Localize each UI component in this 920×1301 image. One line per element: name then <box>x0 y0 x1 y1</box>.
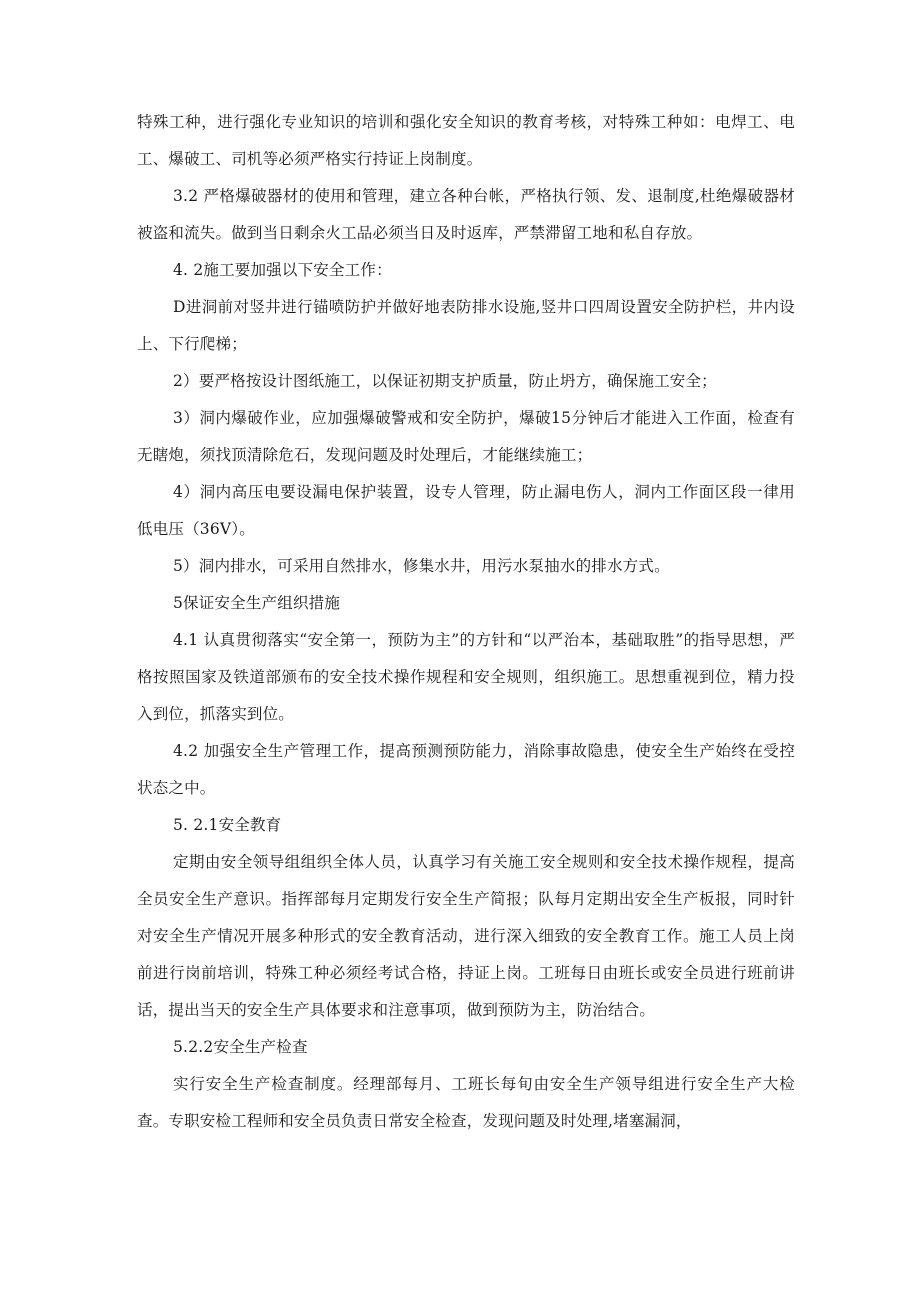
paragraph-3-2-explosives: 3.2 严格爆破器材的使用和管理，建立各种台帐，严格执行领、发、退制度,杜绝爆破器材被盗和流失。做到当日剩余火工品必须当日及时返库，严禁滞留工地和私自存放。 <box>137 187 795 242</box>
paragraph-item-2-design: 2）要严格按设计图纸施工，以保证初期支护质量，防止坍方，确保施工安全； <box>173 372 717 390</box>
paragraph-4-2-heading: 4. 2施工要加强以下安全工作： <box>173 261 392 279</box>
paragraph-4-2-management: 4.2 加强安全生产管理工作，提高预测预防能力，消除事故隐患，使安全生产始终在受控状态之中。 <box>137 742 795 797</box>
paragraph-item-3-blasting: 3）洞内爆破作业，应加强爆破警戒和安全防护，爆破15分钟后才能进入工作面，检查有无瞎炮，须找顶清除危石，发现问题及时处理后，才能继续施工； <box>137 409 795 464</box>
paragraph-item-4-electric: 4）洞内高压电要设漏电保护装置，设专人管理，防止漏电伤人，洞内工作面区段一律用低电压（36V）。 <box>137 483 795 538</box>
section-heading-5: 5保证安全生产组织措施 <box>173 594 341 612</box>
subheading-5-2-1: 5. 2.1安全教育 <box>173 816 282 834</box>
paragraph-special-trades: 特殊工种，进行强化专业知识的培训和强化安全知识的教育考核，对特殊工种如：电焊工、电工、爆破工、司机等必须严格实行持证上岗制度。 <box>137 113 795 168</box>
subheading-5-2-2: 5.2.2安全生产检查 <box>173 1038 308 1056</box>
paragraph-safety-education: 定期由安全领导组组织全体人员，认真学习有关施工安全规则和安全技术操作规程，提高全员安全生产意识。指挥部每月定期发行安全生产简报；队每月定期出安全生产板报，同时针对安全生产情况开展多种形式的安全教育活动，进行深入细致的安全教育工作。施工人员上岗前进行岗前培训，特殊工种必须经考试合格，持证上岗。工班每日由班长或安全员进行班前讲话，提出当天的安全生产具体要求和注意事项，做到预防为主，防治结合。 <box>137 853 795 1019</box>
paragraph-4-1-policy: 4.1 认真贯彻落实“安全第一，预防为主”的方针和“以严治本，基础取胜”的指导思想，严格按照国家及铁道部颁布的安全技术操作规程和安全规则，组织施工。思想重视到位，精力投入到位，抓落实到位。 <box>137 631 795 723</box>
paragraph-item-1-shaft: D进洞前对竖井进行锚喷防护并做好地表防排水设施,竖井口四周设置安全防护栏，井内设上、下行爬梯； <box>137 298 795 353</box>
paragraph-item-5-drainage: 5）洞内排水，可采用自然排水，修集水井，用污水泵抽水的排水方式。 <box>173 557 670 575</box>
document-body <box>137 104 795 1140</box>
paragraph-safety-inspection: 实行安全生产检查制度。经理部每月、工班长每旬由安全生产领导组进行安全生产大检查。专职安检工程师和安全员负责日常安全检查，发现问题及时处理,堵塞漏洞， <box>137 1075 795 1130</box>
